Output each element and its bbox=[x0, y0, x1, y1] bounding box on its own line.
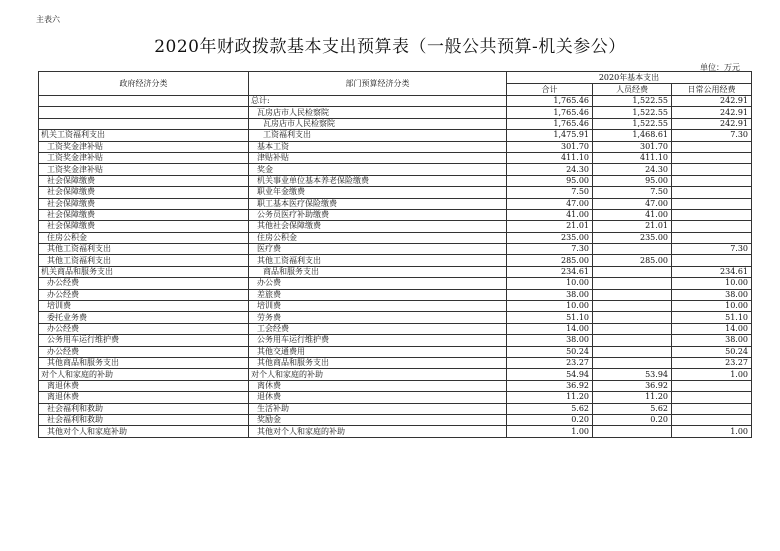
gov-class-cell: 其他工资福利支出 bbox=[39, 255, 249, 266]
dept-class-cell: 公务员医疗补助缴费 bbox=[249, 209, 507, 220]
personnel-cell: 5.62 bbox=[593, 403, 672, 414]
gov-class-cell: 工资奖金津补贴 bbox=[39, 141, 249, 152]
gov-class-cell: 社会福利和救助 bbox=[39, 414, 249, 425]
dept-class-cell: 其他对个人和家庭的补助 bbox=[249, 426, 507, 437]
total-cell: 285.00 bbox=[507, 255, 593, 266]
public-cell bbox=[672, 221, 752, 232]
dept-class-cell: 医疗费 bbox=[249, 244, 507, 255]
header-public: 日常公用经费 bbox=[672, 84, 752, 96]
public-cell: 1.00 bbox=[672, 369, 752, 380]
table-row bbox=[39, 392, 752, 403]
personnel-cell: 235.00 bbox=[593, 232, 672, 243]
gov-class-cell: 机关商品和服务支出 bbox=[39, 266, 249, 277]
table-row bbox=[39, 209, 752, 220]
public-cell: 38.00 bbox=[672, 335, 752, 346]
total-cell: 11.20 bbox=[507, 392, 593, 403]
dept-class-cell: 津贴补贴 bbox=[249, 152, 507, 163]
public-cell bbox=[672, 164, 752, 175]
header-row bbox=[39, 72, 752, 84]
dept-class-cell: 商品和服务支出 bbox=[249, 266, 507, 277]
public-cell: 51.10 bbox=[672, 312, 752, 323]
gov-class-cell: 社会保障缴费 bbox=[39, 209, 249, 220]
personnel-cell: 47.00 bbox=[593, 198, 672, 209]
personnel-cell: 36.92 bbox=[593, 380, 672, 391]
total-cell: 1,765.46 bbox=[507, 118, 593, 129]
total-cell: 38.00 bbox=[507, 335, 593, 346]
total-cell: 54.94 bbox=[507, 369, 593, 380]
budget-table bbox=[38, 71, 752, 438]
table-row bbox=[39, 335, 752, 346]
dept-class-cell: 工会经费 bbox=[249, 323, 507, 334]
gov-class-cell: 其他对个人和家庭补助 bbox=[39, 426, 249, 437]
personnel-cell: 301.70 bbox=[593, 141, 672, 152]
public-cell: 234.61 bbox=[672, 266, 752, 277]
dept-class-cell: 工资福利支出 bbox=[249, 130, 507, 141]
gov-class-cell: 社会保障缴费 bbox=[39, 187, 249, 198]
public-cell bbox=[672, 414, 752, 425]
dept-class-cell: 其他商品和服务支出 bbox=[249, 357, 507, 368]
personnel-cell bbox=[593, 266, 672, 277]
table-row bbox=[39, 107, 752, 118]
total-cell: 234.61 bbox=[507, 266, 593, 277]
public-cell bbox=[672, 198, 752, 209]
public-cell bbox=[672, 255, 752, 266]
total-cell: 36.92 bbox=[507, 380, 593, 391]
dept-class-cell: 其他社会保障缴费 bbox=[249, 221, 507, 232]
table-row bbox=[39, 141, 752, 152]
personnel-cell: 24.30 bbox=[593, 164, 672, 175]
dept-class-cell: 总计: bbox=[249, 96, 507, 107]
table-row bbox=[39, 164, 752, 175]
table-row bbox=[39, 244, 752, 255]
table-row bbox=[39, 232, 752, 243]
total-cell: 14.00 bbox=[507, 323, 593, 334]
personnel-cell: 285.00 bbox=[593, 255, 672, 266]
public-cell: 14.00 bbox=[672, 323, 752, 334]
personnel-cell bbox=[593, 301, 672, 312]
personnel-cell bbox=[593, 335, 672, 346]
personnel-cell: 411.10 bbox=[593, 152, 672, 163]
personnel-cell: 41.00 bbox=[593, 209, 672, 220]
personnel-cell bbox=[593, 312, 672, 323]
personnel-cell bbox=[593, 289, 672, 300]
public-cell bbox=[672, 141, 752, 152]
total-cell: 10.00 bbox=[507, 278, 593, 289]
total-cell: 1.00 bbox=[507, 426, 593, 437]
total-cell: 301.70 bbox=[507, 141, 593, 152]
public-cell bbox=[672, 380, 752, 391]
gov-class-cell: 工资奖金津补贴 bbox=[39, 164, 249, 175]
gov-class-cell: 住房公积金 bbox=[39, 232, 249, 243]
table-row bbox=[39, 301, 752, 312]
total-cell: 24.30 bbox=[507, 164, 593, 175]
dept-class-cell: 职业年金缴费 bbox=[249, 187, 507, 198]
table-row bbox=[39, 369, 752, 380]
gov-class-cell: 社会福利和救助 bbox=[39, 403, 249, 414]
personnel-cell bbox=[593, 278, 672, 289]
table-row bbox=[39, 118, 752, 129]
unit-label: 单位：万元 bbox=[700, 63, 740, 72]
personnel-cell: 1,468.61 bbox=[593, 130, 672, 141]
dept-class-cell: 奖励金 bbox=[249, 414, 507, 425]
table-row bbox=[39, 278, 752, 289]
total-cell: 0.20 bbox=[507, 414, 593, 425]
public-cell: 1.00 bbox=[672, 426, 752, 437]
table-row bbox=[39, 152, 752, 163]
dept-class-cell: 职工基本医疗保险缴费 bbox=[249, 198, 507, 209]
public-cell bbox=[672, 209, 752, 220]
personnel-cell bbox=[593, 346, 672, 357]
public-cell bbox=[672, 152, 752, 163]
public-cell: 10.00 bbox=[672, 278, 752, 289]
dept-class-cell: 培训费 bbox=[249, 301, 507, 312]
personnel-cell: 1,522.55 bbox=[593, 118, 672, 129]
total-cell: 23.27 bbox=[507, 357, 593, 368]
public-cell: 242.91 bbox=[672, 96, 752, 107]
table-row bbox=[39, 221, 752, 232]
total-cell: 7.30 bbox=[507, 244, 593, 255]
gov-class-cell: 其他工资福利支出 bbox=[39, 244, 249, 255]
gov-class-cell: 办公经费 bbox=[39, 289, 249, 300]
total-cell: 411.10 bbox=[507, 152, 593, 163]
header-gov-class: 政府经济分类 bbox=[39, 72, 249, 96]
total-cell: 1,475.91 bbox=[507, 130, 593, 141]
public-cell: 7.30 bbox=[672, 130, 752, 141]
dept-class-cell: 机关事业单位基本养老保险缴费 bbox=[249, 175, 507, 186]
table-row bbox=[39, 266, 752, 277]
dept-class-cell: 基本工资 bbox=[249, 141, 507, 152]
total-cell: 10.00 bbox=[507, 301, 593, 312]
personnel-cell: 21.01 bbox=[593, 221, 672, 232]
header-total: 合计 bbox=[507, 84, 593, 96]
table-row bbox=[39, 414, 752, 425]
gov-class-cell: 机关工资福利支出 bbox=[39, 130, 249, 141]
gov-class-cell: 离退休费 bbox=[39, 380, 249, 391]
dept-class-cell: 瓦房店市人民检察院 bbox=[249, 118, 507, 129]
dept-class-cell: 对个人和家庭的补助 bbox=[249, 369, 507, 380]
dept-class-cell: 其他工资福利支出 bbox=[249, 255, 507, 266]
personnel-cell bbox=[593, 426, 672, 437]
personnel-cell: 11.20 bbox=[593, 392, 672, 403]
gov-class-cell: 培训费 bbox=[39, 301, 249, 312]
personnel-cell: 1,522.55 bbox=[593, 107, 672, 118]
dept-class-cell: 生活补助 bbox=[249, 403, 507, 414]
table-row bbox=[39, 96, 752, 107]
dept-class-cell: 差旅费 bbox=[249, 289, 507, 300]
table-row bbox=[39, 426, 752, 437]
personnel-cell: 53.94 bbox=[593, 369, 672, 380]
dept-class-cell: 退休费 bbox=[249, 392, 507, 403]
public-cell: 242.91 bbox=[672, 107, 752, 118]
total-cell: 50.24 bbox=[507, 346, 593, 357]
header-dept-class: 部门预算经济分类 bbox=[249, 72, 507, 96]
personnel-cell: 0.20 bbox=[593, 414, 672, 425]
personnel-cell: 95.00 bbox=[593, 175, 672, 186]
gov-class-cell: 公务用车运行维护费 bbox=[39, 335, 249, 346]
dept-class-cell: 办公费 bbox=[249, 278, 507, 289]
public-cell: 7.30 bbox=[672, 244, 752, 255]
gov-class-cell: 办公经费 bbox=[39, 346, 249, 357]
table-row bbox=[39, 403, 752, 414]
table-row bbox=[39, 255, 752, 266]
page-title: 2020年财政拨款基本支出预算表（一般公共预算-机关参公） bbox=[154, 37, 626, 57]
gov-class-cell: 社会保障缴费 bbox=[39, 221, 249, 232]
dept-class-cell: 劳务费 bbox=[249, 312, 507, 323]
public-cell: 242.91 bbox=[672, 118, 752, 129]
total-cell: 51.10 bbox=[507, 312, 593, 323]
header-personnel: 人员经费 bbox=[593, 84, 672, 96]
form-number: 主表六 bbox=[36, 15, 60, 24]
total-cell: 235.00 bbox=[507, 232, 593, 243]
gov-class-cell bbox=[39, 107, 249, 118]
gov-class-cell: 办公经费 bbox=[39, 278, 249, 289]
table-row bbox=[39, 130, 752, 141]
gov-class-cell: 社会保障缴费 bbox=[39, 198, 249, 209]
gov-class-cell: 办公经费 bbox=[39, 323, 249, 334]
public-cell: 50.24 bbox=[672, 346, 752, 357]
total-cell: 47.00 bbox=[507, 198, 593, 209]
header-group: 2020年基本支出 bbox=[507, 72, 752, 84]
gov-class-cell bbox=[39, 96, 249, 107]
table-row bbox=[39, 175, 752, 186]
gov-class-cell: 委托业务费 bbox=[39, 312, 249, 323]
total-cell: 5.62 bbox=[507, 403, 593, 414]
public-cell bbox=[672, 403, 752, 414]
dept-class-cell: 瓦房店市人民检察院 bbox=[249, 107, 507, 118]
table-row bbox=[39, 323, 752, 334]
gov-class-cell: 离退休费 bbox=[39, 392, 249, 403]
gov-class-cell: 其他商品和服务支出 bbox=[39, 357, 249, 368]
personnel-cell bbox=[593, 323, 672, 334]
public-cell bbox=[672, 187, 752, 198]
gov-class-cell: 工资奖金津补贴 bbox=[39, 152, 249, 163]
table-row bbox=[39, 346, 752, 357]
dept-class-cell: 住房公积金 bbox=[249, 232, 507, 243]
dept-class-cell: 离休费 bbox=[249, 380, 507, 391]
total-cell: 1,765.46 bbox=[507, 107, 593, 118]
public-cell bbox=[672, 392, 752, 403]
public-cell bbox=[672, 232, 752, 243]
public-cell: 38.00 bbox=[672, 289, 752, 300]
gov-class-cell bbox=[39, 118, 249, 129]
total-cell: 41.00 bbox=[507, 209, 593, 220]
total-cell: 1,765.46 bbox=[507, 96, 593, 107]
table-row bbox=[39, 357, 752, 368]
dept-class-cell: 奖金 bbox=[249, 164, 507, 175]
gov-class-cell: 对个人和家庭的补助 bbox=[39, 369, 249, 380]
personnel-cell bbox=[593, 244, 672, 255]
personnel-cell: 7.50 bbox=[593, 187, 672, 198]
table-row bbox=[39, 312, 752, 323]
table-row bbox=[39, 380, 752, 391]
table-row bbox=[39, 187, 752, 198]
table-row bbox=[39, 289, 752, 300]
total-cell: 38.00 bbox=[507, 289, 593, 300]
total-cell: 95.00 bbox=[507, 175, 593, 186]
total-cell: 7.50 bbox=[507, 187, 593, 198]
public-cell: 23.27 bbox=[672, 357, 752, 368]
table-row bbox=[39, 198, 752, 209]
personnel-cell: 1,522.55 bbox=[593, 96, 672, 107]
personnel-cell bbox=[593, 357, 672, 368]
public-cell: 10.00 bbox=[672, 301, 752, 312]
gov-class-cell: 社会保障缴费 bbox=[39, 175, 249, 186]
total-cell: 21.01 bbox=[507, 221, 593, 232]
dept-class-cell: 公务用车运行维护费 bbox=[249, 335, 507, 346]
dept-class-cell: 其他交通费用 bbox=[249, 346, 507, 357]
public-cell bbox=[672, 175, 752, 186]
